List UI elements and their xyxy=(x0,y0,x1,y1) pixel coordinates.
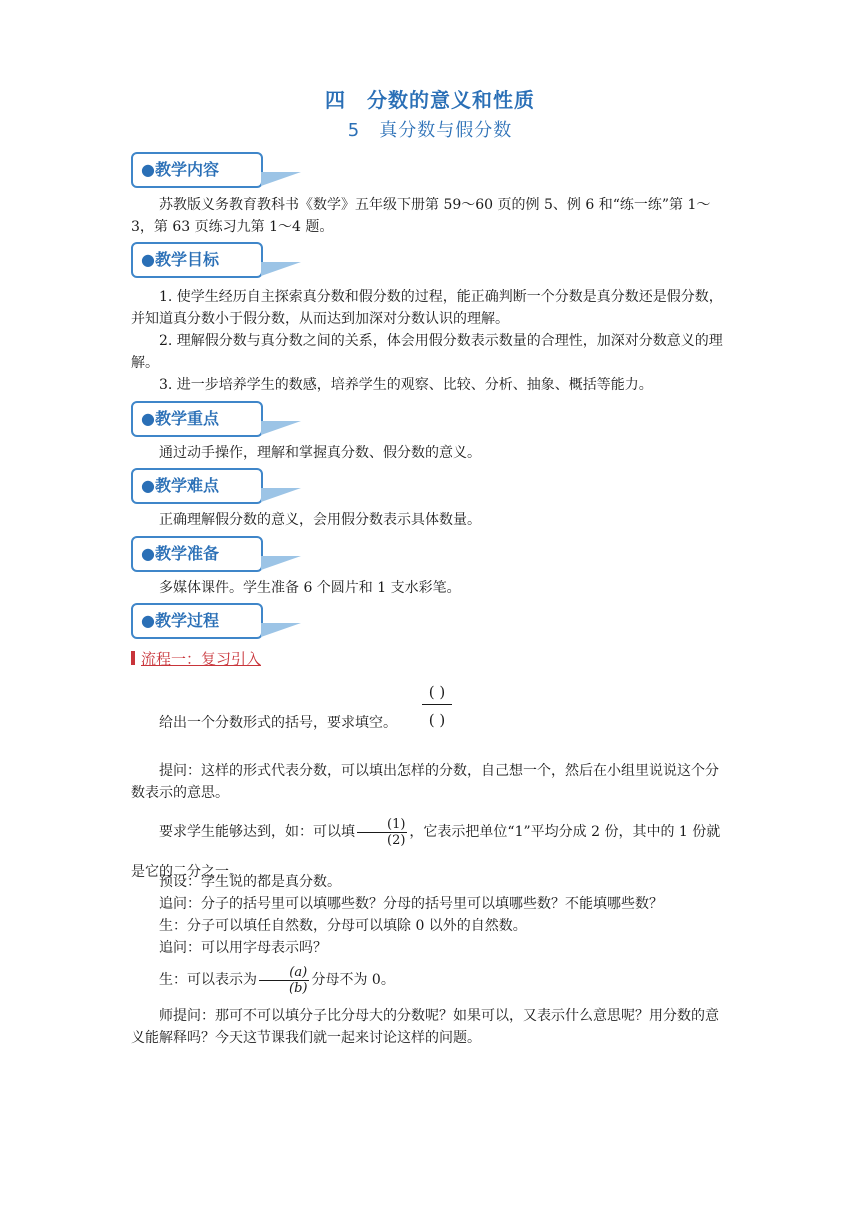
example-numerator: (1) xyxy=(357,817,407,833)
student-answer-1: 生：分子可以填任自然数，分母可以填除 0 以外的自然数。 xyxy=(159,918,527,934)
blank-numerator: ( ) xyxy=(428,683,446,701)
goal-item-1: 1. 使学生经历自主探索真分数和假分数的过程，能正确判断一个分数是真分数还是假分数，并知道真分数小于假分数，从而达到加深对分数认识的理解。 xyxy=(131,289,723,327)
section-label: ●教学重点 xyxy=(131,401,263,437)
teacher-question: 师提问：那可不可以填分子比分母大的分数呢？如果可以，又表示什么意思呢？用分数的意义能解释吗？今天这节课我们就一起来讨论这样的问题。 xyxy=(131,1008,719,1046)
blank-denominator: ( ) xyxy=(428,711,446,729)
lesson-title: 5 真分数与假分数 xyxy=(347,120,513,141)
follow-question-1: 追问：分子的括号里可以填哪些数？分母的括号里可以填哪些数？不能填哪些数？ xyxy=(159,896,663,912)
key-text: 通过动手操作，理解和掌握真分数、假分数的意义。 xyxy=(159,445,481,461)
preset-text: 预设：学生说的都是真分数。 xyxy=(159,874,341,890)
letter-fraction xyxy=(259,965,309,996)
blank-fraction xyxy=(422,683,452,729)
header-tail-shape xyxy=(261,401,301,437)
answer-2-pre: 生：可以表示为 xyxy=(159,972,257,988)
follow-question-2: 追问：可以用字母表示吗？ xyxy=(159,940,327,956)
header-tail-shape xyxy=(261,603,301,639)
prep-text: 多媒体课件。学生准备 6 个圆片和 1 支水彩笔。 xyxy=(159,580,461,596)
section-header-key xyxy=(131,401,301,441)
header-tail-shape xyxy=(261,468,301,504)
section-header-difficulty xyxy=(131,468,301,508)
example-fraction xyxy=(357,817,407,848)
goal-item-2: 2. 理解假分数与真分数之间的关系，体会用假分数表示数量的合理性，加深对分数意义的理解。 xyxy=(131,333,723,371)
section-label: ●教学目标 xyxy=(131,242,263,278)
section-header-content xyxy=(131,152,301,192)
answer-2-post: 分母不为 0。 xyxy=(311,972,395,988)
section-label: ●教学准备 xyxy=(131,536,263,572)
requirement-pre: 要求学生能够达到，如：可以填 xyxy=(159,824,355,840)
flow-title: 流程一：复习引入 xyxy=(141,650,262,668)
unit-title: 四 分数的意义和性质 xyxy=(325,88,535,112)
section-label: ●教学过程 xyxy=(131,603,263,639)
section-label: ●教学内容 xyxy=(131,152,263,188)
section-header-process xyxy=(131,603,301,643)
example-denominator: (2) xyxy=(387,832,406,848)
fraction-bar xyxy=(422,704,452,705)
student-answer-2 xyxy=(131,962,731,998)
ask-text: 提问：这样的形式代表分数，可以填出怎样的分数，自己想一个，然后在小组里说说这个分数表示的意思。 xyxy=(131,763,719,801)
section-label: ●教学难点 xyxy=(131,468,263,504)
give-text: 给出一个分数形式的括号，要求填空。 xyxy=(159,715,397,731)
header-tail-shape xyxy=(261,536,301,572)
difficulty-text: 正确理解假分数的意义，会用假分数表示具体数量。 xyxy=(159,512,481,528)
flow-heading xyxy=(131,648,261,669)
letter-numerator: (a) xyxy=(259,965,309,981)
content-text: 苏教版义务教育教科书《数学》五年级下册第 59～60 页的例 5、例 6 和“练一练”第 1～3，第 63 页练习九第 1～4 题。 xyxy=(131,197,711,235)
section-header-prep xyxy=(131,536,301,576)
section-header-goals xyxy=(131,242,301,282)
flow-marker-icon xyxy=(131,651,135,665)
requirement-post: ，它表示把单位“1”平均分成 2 份，其中的 1 份就是它的二分之一。 xyxy=(131,824,721,880)
header-tail-shape xyxy=(261,152,301,188)
header-tail-shape xyxy=(261,242,301,278)
letter-denominator: (b) xyxy=(289,980,308,996)
goal-item-3: 3. 进一步培养学生的数感，培养学生的观察、比较、分析、抽象、概括等能力。 xyxy=(159,377,653,393)
